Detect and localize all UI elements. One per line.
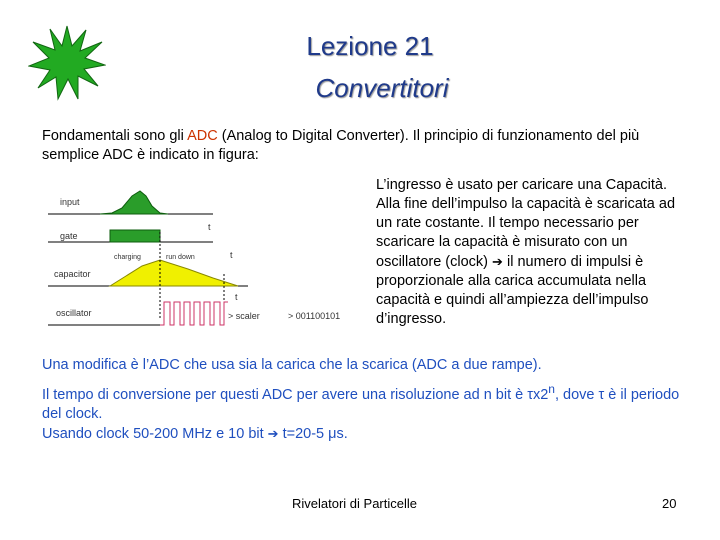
input-pulse bbox=[100, 191, 168, 214]
diagram-label-input: input bbox=[60, 197, 80, 207]
diagram-label-oscillator: oscillator bbox=[56, 308, 92, 318]
conversion-time-text-end: , dove τ è il periodo del clock. bbox=[42, 386, 680, 422]
diagram-label-scaler: > scaler bbox=[228, 311, 260, 321]
diagram-label-count: > 001100101 bbox=[288, 311, 341, 321]
clock-example-text-end: t=20-5 μs. bbox=[278, 426, 348, 442]
page-number: 20 bbox=[662, 496, 677, 511]
intro-adc-highlight: ADC bbox=[187, 128, 218, 144]
oscillator-clock-pulses bbox=[160, 302, 228, 325]
diagram-label-t2: t bbox=[230, 250, 233, 260]
explanation-text-start: L’ingresso è usato per caricare una Capacità. Alla fine dell’impulso la capacità è scaricata ad un rate costante. Il tempo necessario per scaricare la capacità è misurato con un oscillatore (clock) bbox=[376, 177, 676, 270]
clock-example-note bbox=[42, 424, 692, 444]
conversion-time-note bbox=[42, 380, 692, 424]
right-arrow-icon: ➔ bbox=[267, 426, 279, 441]
adc-timing-diagram bbox=[48, 188, 360, 338]
intro-text-start: Fondamentali sono gli bbox=[42, 128, 188, 144]
diagram-label-charging: charging bbox=[114, 254, 141, 261]
capacitor-charge-curve bbox=[110, 260, 238, 286]
intro-text-end: (Analog to Digital Converter). Il principio di funzionamento del più semplice ADC è indicato in figura: bbox=[42, 128, 640, 163]
conversion-time-text-start: Il tempo di conversione per questi ADC per avere una risoluzione ad n bit è τx2 bbox=[42, 386, 549, 403]
diagram-label-gate: gate bbox=[60, 231, 78, 241]
diagram-label-rundown: run down bbox=[166, 254, 195, 261]
slide-title: Lezione 21 bbox=[306, 31, 434, 61]
explanation-text-end: il numero di impulsi è proporzionale alla carica accumulata nella capacità e quindi all’ampiezza dell’impulso d’ingresso. bbox=[376, 254, 649, 327]
intro-paragraph bbox=[42, 127, 692, 165]
diagram-label-capacitor: capacitor bbox=[54, 269, 91, 279]
conversion-time-exponent: n bbox=[548, 382, 555, 396]
dual-ramp-note: Una modifica è l’ADC che usa sia la carica che la scarica (ADC a due rampe). bbox=[42, 357, 542, 373]
diagram-label-t1: t bbox=[208, 222, 211, 232]
diagram-label-t3: t bbox=[235, 292, 238, 302]
slide-subtitle: Convertitori bbox=[315, 73, 449, 103]
clock-example-text-start: Usando clock 50-200 MHz e 10 bit bbox=[42, 426, 268, 442]
explanation-paragraph bbox=[376, 176, 676, 329]
footer-course-title: Rivelatori di Particelle bbox=[292, 496, 417, 511]
gate-pulse bbox=[110, 230, 160, 242]
right-arrow-icon: ➔ bbox=[492, 254, 503, 269]
